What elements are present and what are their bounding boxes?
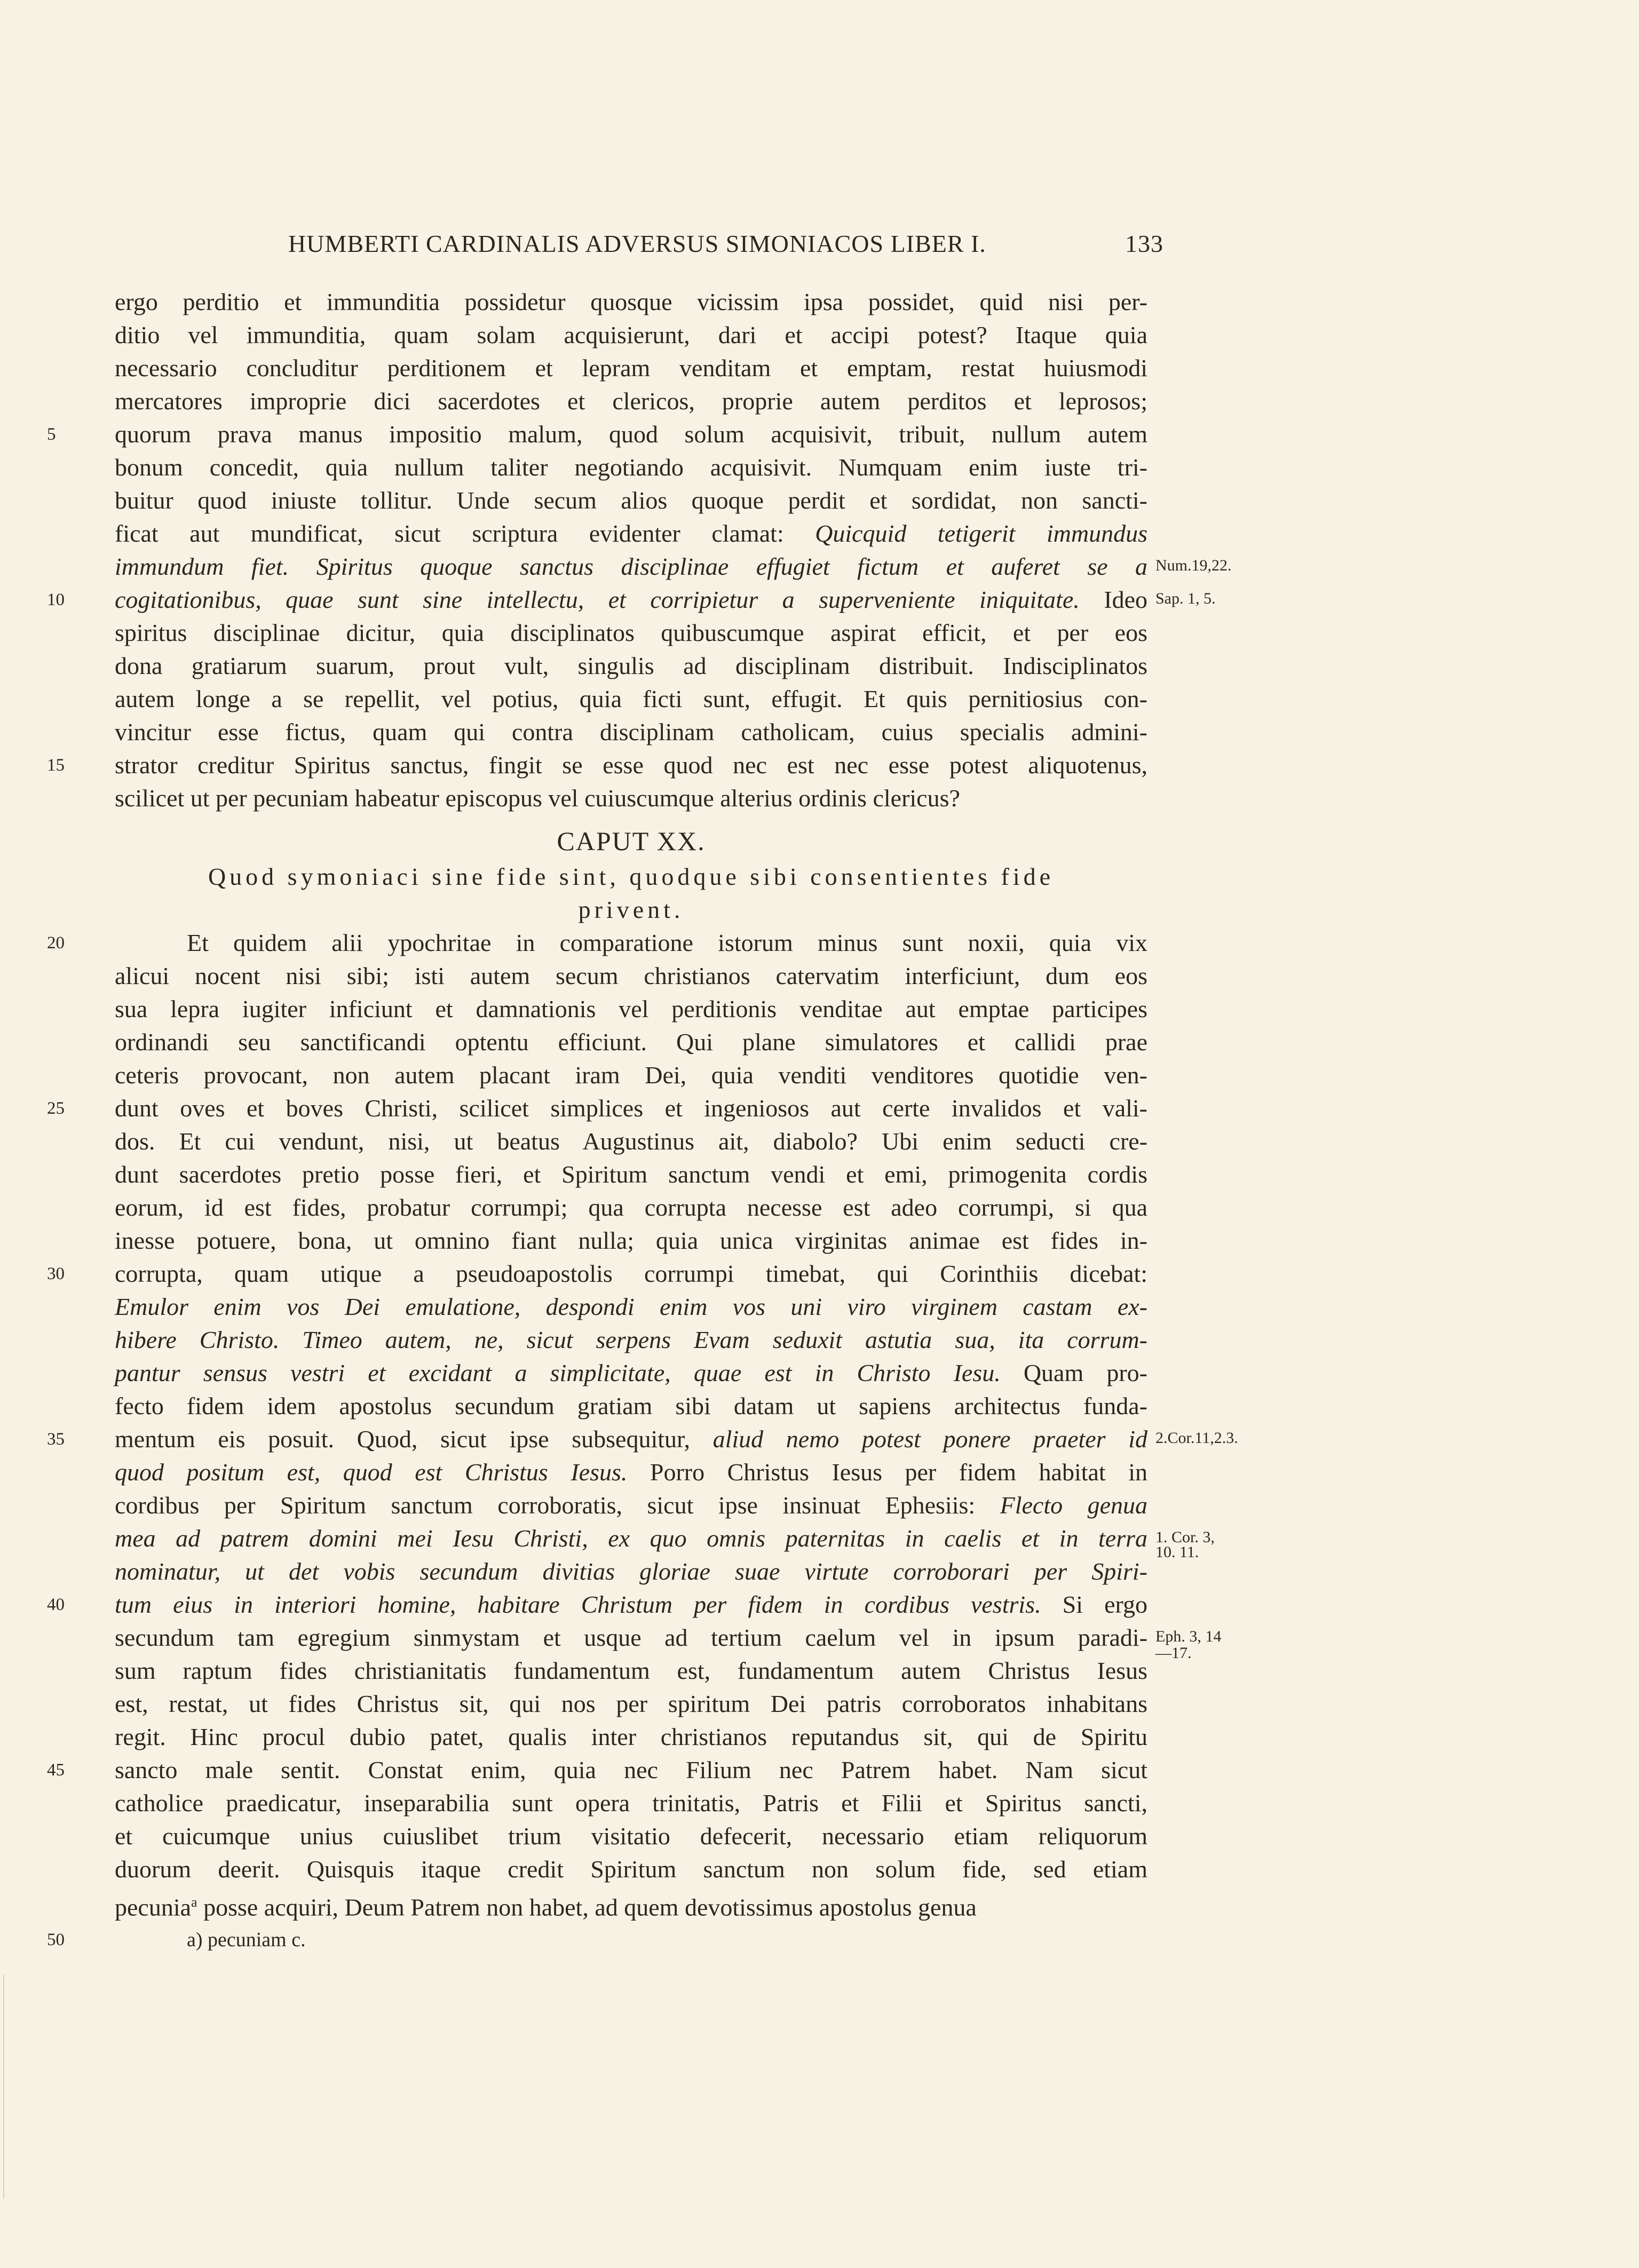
margin-reference: Sap. 1, 5. bbox=[1155, 590, 1216, 607]
line-number: 10 bbox=[47, 590, 65, 609]
chapter-heading: CAPUT XX. bbox=[557, 826, 706, 856]
text-line: quod positum est, quod est Christus Iesus. Porro Christus Iesus per fidem habitat in bbox=[115, 1458, 1147, 1486]
text-line: catholice praedicatur, inseparabilia sunt opera trinitatis, Patris et Filii et Spiritus sancti, bbox=[115, 1789, 1147, 1817]
text-line: alicui nocent nisi sibi; isti autem secum christianos catervatim interficiunt, dum eos bbox=[115, 962, 1147, 989]
text-line: quorum prava manus impositio malum, quod solum acquisivit, tribuit, nullum autem bbox=[115, 421, 1147, 448]
text-line: dunt sacerdotes pretio posse fieri, et Spiritum sanctum vendi et emi, primogenita cordis bbox=[115, 1161, 1147, 1188]
text-line: mea ad patrem domini mei Iesu Christi, ex quo omnis paternitas in caelis et in terra bbox=[115, 1525, 1147, 1552]
text-line: eorum, id est fides, probatur corrumpi; qua corrupta necesse est adeo corrumpi, si qua bbox=[115, 1194, 1147, 1221]
running-title: HUMBERTI CARDINALIS ADVERSUS SIMONIACOS LIBER I. bbox=[288, 230, 986, 257]
chapter-subtitle-line2: privent. bbox=[578, 896, 684, 923]
footnote: a) pecuniam c. bbox=[187, 1929, 306, 1951]
text-line: bonum concedit, quia nullum taliter negotiando acquisivit. Numquam enim iuste tri- bbox=[115, 454, 1147, 481]
text-line: ergo perditio et immunditia possidetur quosque vicissim ipsa possidet, quid nisi per- bbox=[115, 288, 1147, 315]
line-number: 45 bbox=[47, 1761, 65, 1780]
line-number: 30 bbox=[47, 1264, 65, 1283]
text-line: cogitationibus, quae sunt sine intellectu, et corripietur a superveniente iniquitate. Ideo bbox=[115, 586, 1147, 613]
page-number: 133 bbox=[1125, 230, 1163, 257]
margin-reference: 10. 11. bbox=[1155, 1543, 1199, 1561]
line-number: 15 bbox=[47, 756, 65, 775]
text-line: autem longe a se repellit, vel potius, quia ficti sunt, effugit. Et quis pernitiosius con- bbox=[115, 685, 1147, 712]
line-number: 35 bbox=[47, 1430, 65, 1449]
text-line: inesse potuere, bona, ut omnino fiant nulla; quia unica virginitas animae est fides in- bbox=[115, 1227, 1147, 1254]
text-line: necessario concluditur perditionem et lepram venditam et emptam, restat huiusmodi bbox=[115, 354, 1147, 382]
text-line: strator creditur Spiritus sanctus, fingit se esse quod nec est nec esse potest aliquotenus, bbox=[115, 751, 1147, 779]
text-line: ditio vel immunditia, quam solam acquisierunt, dari et accipi potest? Itaque quia bbox=[115, 321, 1147, 348]
page-edge-mark bbox=[3, 1974, 4, 2199]
line-number: 40 bbox=[47, 1595, 65, 1614]
text-line: sum raptum fides christianitatis fundamentum est, fundamentum autem Christus Iesus bbox=[115, 1657, 1147, 1684]
text-line: vincitur esse fictus, quam qui contra disciplinam catholicam, cuius specialis admini- bbox=[115, 718, 1147, 746]
text-line: regit. Hinc procul dubio patet, qualis inter christianos reputandus sit, qui de Spiritu bbox=[115, 1723, 1147, 1750]
text-line: buitur quod iniuste tollitur. Unde secum alios quoque perdit et sordidat, non sancti- bbox=[115, 487, 1147, 514]
margin-reference: 2.Cor.11,2.3. bbox=[1155, 1429, 1238, 1447]
text-line: spiritus disciplinae dicitur, quia disciplinatos quibuscumque aspirat efficit, et per eos bbox=[115, 619, 1147, 646]
text-line: sancto male sentit. Constat enim, quia nec Filium nec Patrem habet. Nam sicut bbox=[115, 1756, 1147, 1783]
text-line: ceteris provocant, non autem placant iram Dei, quia venditi venditores quotidie ven- bbox=[115, 1061, 1147, 1089]
text-line: scilicet ut per pecuniam habeatur episcopus vel cuiuscumque alterius ordinis clericus? bbox=[115, 784, 960, 812]
text-line: Emulor enim vos Dei emulatione, despondi enim vos uni viro virginem castam ex- bbox=[115, 1293, 1147, 1320]
line-number: 20 bbox=[47, 933, 65, 953]
text-line: hibere Christo. Timeo autem, ne, sicut serpens Evam seduxit astutia sua, ita corrum- bbox=[115, 1326, 1147, 1353]
text-line: dos. Et cui vendunt, nisi, ut beatus Augustinus ait, diabolo? Ubi enim seducti cre- bbox=[115, 1128, 1147, 1155]
text-line: fecto fidem idem apostolus secundum gratiam sibi datam ut sapiens architectus funda- bbox=[115, 1392, 1147, 1420]
margin-reference: Num.19,22. bbox=[1155, 557, 1232, 574]
margin-reference: —17. bbox=[1155, 1644, 1192, 1662]
line-number: 5 bbox=[47, 425, 56, 444]
footnote-line-number: 50 bbox=[47, 1930, 65, 1949]
text-line: sua lepra iugiter inficiunt et damnationis vel perditionis venditae aut emptae participes bbox=[115, 995, 1147, 1022]
line-number: 25 bbox=[47, 1099, 65, 1118]
text-line: tum eius in interiori homine, habitare Christum per fidem in cordibus vestris. Si ergo bbox=[115, 1591, 1147, 1618]
text-line: Et quidem alii ypochritae in comparatione istorum minus sunt noxii, quia vix bbox=[187, 929, 1147, 956]
text-line: mentum eis posuit. Quod, sicut ipse subsequitur, aliud nemo potest ponere praeter id bbox=[115, 1425, 1147, 1453]
chapter-subtitle-line1: Quod symoniaci sine fide sint, quodque sibi consentientes fide bbox=[208, 863, 1055, 890]
text-line: cordibus per Spiritum sanctum corroboratis, sicut ipse insinuat Ephesiis: Flecto genua bbox=[115, 1492, 1147, 1519]
text-line: nominatur, ut det vobis secundum divitias gloriae suae virtute corroborari per Spiri- bbox=[115, 1558, 1147, 1585]
text-line: ordinandi seu sanctificandi optentu efficiunt. Qui plane simulatores et callidi prae bbox=[115, 1028, 1147, 1056]
text-line: mercatores improprie dici sacerdotes et clericos, proprie autem perditos et leprosos; bbox=[115, 387, 1147, 415]
margin-reference: Eph. 3, 14 bbox=[1155, 1628, 1222, 1645]
text-line: duorum deerit. Quisquis itaque credit Spiritum sanctum non solum fide, sed etiam bbox=[115, 1855, 1147, 1883]
text-line: pantur sensus vestri et excidant a simplicitate, quae est in Christo Iesu. Quam pro- bbox=[115, 1359, 1147, 1386]
text-line: immundum fiet. Spiritus quoque sanctus disciplinae effugiet fictum et auferet se a bbox=[115, 553, 1147, 580]
text-line: et cuicumque unius cuiuslibet trium visitatio defecerit, necessario etiam reliquorum bbox=[115, 1822, 1147, 1850]
text-line: dona gratiarum suarum, prout vult, singulis ad disciplinam distribuit. Indisciplinatos bbox=[115, 652, 1147, 679]
text-line: dunt oves et boves Christi, scilicet simplices et ingeniosos aut certe invalidos et vali- bbox=[115, 1095, 1147, 1122]
text-line: pecunia$^a$ posse acquiri, Deum Patrem non habet, ad quem devotissimus apostolus genua bbox=[115, 1893, 977, 1921]
margin-reference: 1. Cor. 3, bbox=[1155, 1528, 1215, 1546]
text-line: est, restat, ut fides Christus sit, qui nos per spiritum Dei patris corroboratos inhabitans bbox=[115, 1690, 1147, 1717]
text-line: secundum tam egregium sinmystam et usque ad tertium caelum vel in ipsum paradi- bbox=[115, 1624, 1147, 1651]
text-line: corrupta, quam utique a pseudoapostolis corrumpi timebat, qui Corinthiis dicebat: bbox=[115, 1260, 1147, 1287]
text-line: ficat aut mundificat, sicut scriptura evidenter clamat: Quicquid tetigerit immundus bbox=[115, 520, 1147, 547]
